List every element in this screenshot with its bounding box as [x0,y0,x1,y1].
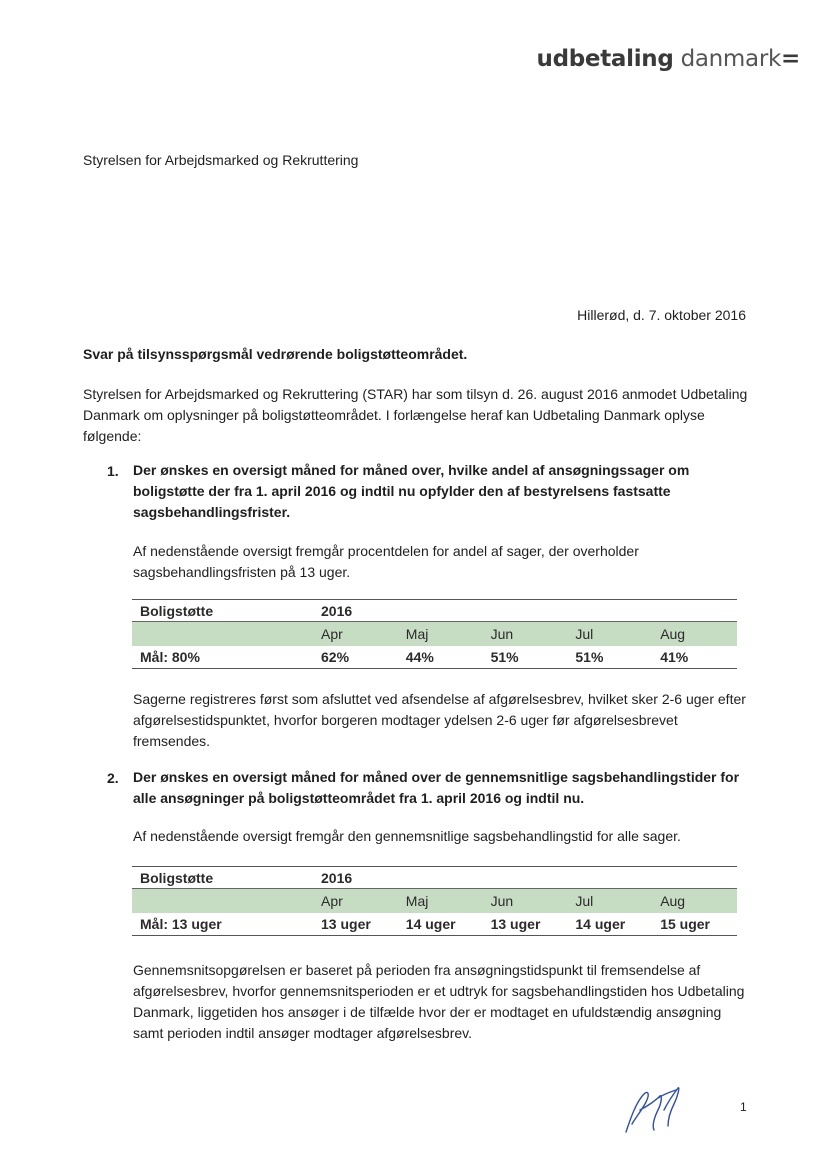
value-row [132,913,737,936]
letter-date: Hillerød, d. 7. oktober 2016 [577,307,746,323]
question-1-text: Der ønskes en oversigt måned for måned over, hvilke andel af ansøgningssager om boligstøtte der fra 1. april 2016 og indtil nu opfylder den af bestyrelsens fastsatte sagsbehandlingsfrister. [133,462,690,520]
month-header-row [132,622,737,647]
table-cell: 13 uger [483,913,568,936]
question-1-number: 1. [107,463,119,479]
goal-label: Mål: 80% [132,646,313,669]
value-row [132,646,737,669]
recipient: Styrelsen for Arbejdsmarked og Rekruttering [83,152,359,168]
page-number: 1 [740,1100,747,1114]
table-cell: 51% [567,646,652,669]
table-label: Boligstøtte [132,867,313,889]
table-cell: 41% [652,646,737,669]
compliance-table [132,599,737,669]
month-header: Jun [483,622,568,647]
goal-label: Mål: 13 uger [132,913,313,936]
letter-subject: Svar på tilsynsspørgsmål vedrørende boligstøtteområdet. [83,346,468,362]
question-2-text: Der ønskes en oversigt måned for måned over de gennemsnitlige sagsbehandlingstider for alle ansøgninger på boligstøtteområdet fra 1. april 2016 og indtil nu. [133,769,740,806]
month-header: Aug [652,889,737,914]
table-cell: 14 uger [398,913,483,936]
intro-paragraph: Styrelsen for Arbejdsmarked og Rekruttering (STAR) har som tilsyn d. 26. august 2016 anmodet Udbetaling Danmark om oplysninger på boligstøtteområdet. I forlængelse heraf kan Udbetaling Danmark oplyse følgende: [83,386,748,444]
logo-mark: = [781,46,800,72]
table-cell: 51% [483,646,568,669]
month-header: Aug [652,622,737,647]
table-label: Boligstøtte [132,600,313,622]
month-header: Apr [313,622,398,647]
table-cell: 15 uger [652,913,737,936]
question-2-note: Gennemsnitsopgørelsen er baseret på perioden fra ansøgningstidspunkt til fremsendelse af afgørelsesbrev, hvorfor gennemsnitsperioden er et udtryk for sagsbehandlingstiden hos Udbetaling Danmark, liggetiden hos ansøger i de tilfælde hvor der er modtaget en ufuldstændig ansøgning samt perioden indtil ansøger modtager afgørelsesbrev. [133,962,745,1041]
table-cell: 13 uger [313,913,398,936]
question-1-note: Sagerne registreres først som afsluttet ved afsendelse af afgørelsesbrev, hvilket sker 2-6 uger efter afgørelsestidspunktet, hvorfor borgeren modtager ydelsen 2-6 uger før afgørelsesbrevet fremsendes. [133,691,746,749]
month-header: Maj [398,889,483,914]
question-2-number: 2. [107,770,119,786]
month-header: Apr [313,889,398,914]
table-year: 2016 [313,867,737,889]
table-cell: 62% [313,646,398,669]
udbetaling-danmark-logo [520,46,800,72]
table-cell: 14 uger [567,913,652,936]
table-year: 2016 [313,600,737,622]
month-header: Jul [567,622,652,647]
month-header-row [132,889,737,914]
processing-time-table [132,866,737,936]
logo-light-text: danmark [680,46,782,72]
table-cell: 44% [398,646,483,669]
logo-bold-text: udbetaling [536,46,674,72]
question-2-lead: Af nedenstående oversigt fremgår den gennemsnitlige sagsbehandlingstid for alle sager. [133,828,681,844]
question-1-lead: Af nedenstående oversigt fremgår procentdelen for andel af sager, der overholder sagsbehandlingsfristen på 13 uger. [133,543,639,580]
month-header: Jul [567,889,652,914]
month-header: Maj [398,622,483,647]
signature-initials [618,1080,698,1140]
month-header: Jun [483,889,568,914]
